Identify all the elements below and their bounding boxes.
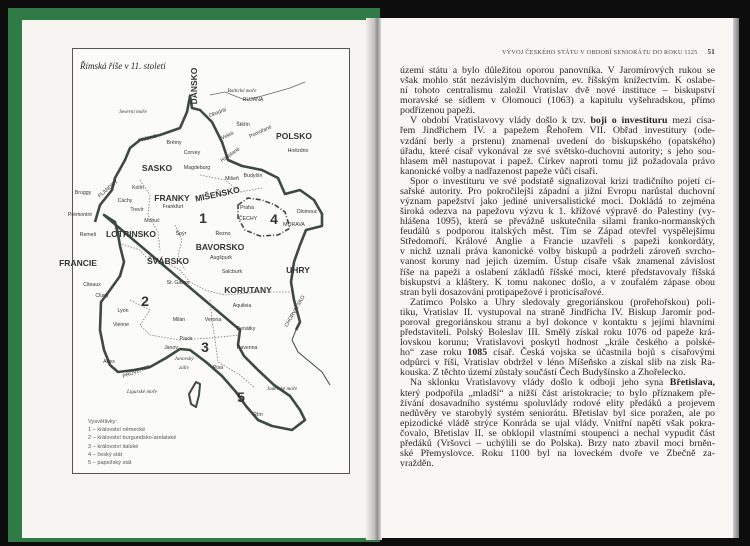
map-region-label: SASKO: [141, 163, 173, 173]
text-run: představiteli. Polský Boleslav III. Smělý získal roku 1076 od papeže krá-: [400, 327, 715, 339]
legend-item: 2 – království burgundsko-arelatské: [88, 435, 177, 442]
map-city-label: Vienne: [112, 322, 130, 328]
text-run: biskupství a kláštery. K tomu nakonec došlo, a v zoufalém zápase obou: [400, 276, 715, 288]
text-run: podřízenou papeži.: [400, 105, 476, 117]
map-city-label: Pomořané: [248, 124, 273, 140]
text-run: mezi císa-: [667, 115, 715, 127]
map-city-label: Kolín: [132, 185, 144, 191]
running-head: [400, 48, 715, 56]
map-legend: [88, 418, 176, 467]
map-sea-label: Severní moře: [119, 109, 147, 115]
map-city-label: Bruggy: [74, 190, 92, 196]
map-region-number: 1: [199, 210, 207, 226]
map-city-label: Corvey: [183, 150, 201, 156]
map-city-label: Havolané: [219, 146, 242, 164]
text-run: V období Vratislavovy vlády došlo k tzv.: [410, 115, 591, 127]
text-run: hlasem měl nastupovat i papež. Církev naproti tomu již požadovala právo: [400, 155, 715, 167]
text-run: tiku, Vratislav II. vystupoval na straně Jindřicha IV. Biskup Jaromír pod-: [400, 306, 715, 318]
text-run: žívání dosavadního systému spoluvlády rodové elity předáků a projevem: [400, 397, 715, 409]
text-run: odpůrci v říši, Vratislav obdržel v léno Míšeňsko a získal slib na zisk Ra-: [400, 357, 715, 369]
bold-term: boji o investituru: [590, 115, 668, 127]
text-run: feudálů s podporou italských měst. Tím se Západ otevřel vyspělejšímu: [400, 226, 715, 238]
map-city-label: Řezno: [215, 231, 231, 237]
text-run: poroval gregoriánskou stranu a byl dokonce v kontaktu s jejími hlavními: [400, 316, 715, 328]
map-region-number: 2: [141, 293, 149, 309]
adriatic-east-coast: [292, 330, 330, 385]
text-run: předáků (Vršovci – uchýlili se do Polska). Brzy nato zbavil moci brněn-: [400, 437, 715, 449]
text-run: Zatímco Polsko a Uhry sledovaly gregoriánskou (prořehořskou) poli-: [410, 296, 715, 308]
map-city-label: Hnězdno: [287, 148, 309, 154]
map-city-label: Verona: [204, 317, 222, 323]
text-run: stran byli dosazováni protipapežové i proticísařové.: [400, 286, 605, 298]
text-run: vzdání berly a prstenu) znamenal uvedení do biskupského (opatského): [400, 135, 715, 147]
body-text: [400, 66, 715, 469]
map-region-label: DÁNSKO: [189, 67, 199, 105]
map-city-label: RUJANA: [242, 97, 264, 103]
map-city-label: PROVENCE: [121, 364, 152, 380]
map-city-label: Magdeburg: [183, 165, 211, 171]
map-city-label: FLANDRY: [97, 179, 120, 200]
map-city-label: Arles: [103, 359, 115, 365]
map-city-label: Trevír: [130, 207, 144, 213]
bold-term: Břetislava,: [669, 377, 715, 389]
map-city-label: CHORVATSKO: [283, 294, 307, 329]
map-sea-label: záliv: [179, 365, 189, 371]
legend-item: 5 – papežský stát: [88, 460, 132, 467]
map-city-label: Janov: [164, 345, 178, 351]
text-run: vanost koruny nad jejich územím. Ústup císaře však znamenal závislost: [400, 256, 715, 268]
map-sea-label: Baltické moře: [227, 88, 257, 94]
text-run: úřadu, které císař vykonával ze své světsko-duchovní autority; s jeho sou-: [400, 145, 715, 157]
text-run: moravské se sídlem v Olomouci (1063) a kapitulu vyšehradskou, přímo: [400, 95, 715, 107]
map-city-label: MORAVA: [283, 222, 305, 228]
bold-term: 1085: [467, 347, 488, 359]
text-run: sařské autority. Pro pokročilejší západní a jižní Evropu narůstal duchovní: [400, 185, 715, 197]
map-region-label: LOTRINSKO: [105, 229, 157, 239]
map-city-label: Olomouc: [296, 209, 318, 215]
running-head-title: VÝVOJ ČESKÉHO STÁTU V OBDOBÍ SENIORÁTU DO ROKU 1125: [501, 49, 698, 56]
map-city-label: Pavie: [179, 336, 193, 342]
text-run: nedůvěry ve starobylý systém seniorátu. Břetislav byl sice poražen, ale po: [400, 407, 715, 419]
text-run: čovalo, Břetislav II. se obklopil vlastními stoupenci a nechal vypudit část: [400, 427, 715, 439]
map-city-label: Obodriti: [208, 107, 228, 119]
text-run: epizodické vládě strýce Konráda se ujal vlády. Vnitřní napětí však pokra-: [400, 417, 715, 429]
map-region-number: 4: [270, 211, 278, 227]
map-city-label: Augšpurk: [210, 255, 232, 261]
text-run: ho“ zase roku: [400, 347, 468, 359]
map-city-label: Praha: [240, 205, 254, 211]
legend-item: 3 – království italské: [88, 443, 139, 450]
text-run: řem Jindřichem IV. a papežem Řehořem VII. Obřad investitury (ode-: [400, 125, 715, 137]
text-run: široká odezva na papežovu výzvu k 1. křížové výpravě do Palestiny (vy-: [400, 206, 715, 218]
map-city-label: Špýr: [175, 231, 187, 237]
text-line: [400, 449, 715, 459]
text-run: ské Přemyslovce. Roku 1100 byl na loveckém dvoře ve Zbečně za-: [400, 447, 715, 459]
map-city-label: Štětín: [236, 122, 250, 128]
map-city-label: Lyon: [117, 308, 129, 314]
map-city-label: Mohuč: [144, 218, 160, 224]
map-city-label: Brémy: [166, 140, 182, 146]
empire-border: [95, 96, 322, 430]
legend-item: 4 – český stát: [88, 451, 123, 458]
map-sea-label: Jaderské moře: [266, 386, 298, 392]
map-city-label: Budyšín: [243, 173, 263, 179]
map-city-label: Cluny: [95, 293, 109, 299]
text-run: říše na papeži a oslabení základů říšské moci, které představovaly říšská: [400, 266, 715, 278]
map-region-label: FRANCIE: [59, 258, 97, 268]
map-region-label: ŠVÁBSKO: [146, 256, 190, 266]
map-city-label: Benátky: [236, 326, 256, 332]
map-city-label: St. Gallen: [166, 280, 190, 286]
text-line: [400, 459, 715, 469]
map-region-label: MIŠEŇSKO: [194, 184, 241, 204]
map-title: Římská říše v 11. století: [80, 61, 166, 71]
map-city-label: Aquileia: [232, 303, 252, 309]
map-city-label: Řím: [253, 412, 263, 418]
map-city-label: ČECHY: [238, 216, 258, 222]
text-run: území státu a bylo důležitou oporou panovníka. V Jaromírových rukou se: [400, 65, 715, 76]
text-run: kouska. Z těchto území zůstaly součástí Čech Budyšínsko a Zhořelecko.: [400, 367, 686, 379]
map-city-label: Cáchy: [117, 198, 133, 204]
page-number: 51: [707, 48, 715, 56]
map-region-label: KORUTANY: [224, 285, 272, 295]
map-city-label: FRÍSKO: [137, 133, 158, 145]
text-run: Středomoří. Králové Anglie a Francie uzavřeli s papeži konkordáty,: [400, 236, 715, 248]
legend-title: Vysvětlivky:: [88, 419, 118, 425]
map-region-number: 3: [201, 339, 209, 355]
text-run: císař. Česká vojska se účastnila bojů s císařovými: [487, 347, 715, 359]
map-sea-label: Ligurské moře: [126, 389, 158, 395]
text-run: kanonické volby a nadřazenost papeže vůči císaři.: [400, 165, 598, 177]
text-run: lovskou korunu; Vratislavovi poskytl hodnost „krále českého a polské-: [400, 337, 715, 349]
corsica-island: [189, 382, 200, 407]
map-region-label: UHRY: [286, 265, 310, 275]
map-region-label: BAVORSKO: [195, 242, 245, 252]
text-run: ní tohoto centralismu založil Vratislav dvě nové instituce – biskupství: [400, 85, 715, 97]
map-sea-label: Janovský: [174, 356, 194, 362]
text-run: hlášena 1095), která se převážně uskutečnila silami franko-normanských: [400, 216, 715, 228]
text-run: význam papežství jako jediné universalistické moci. Dokládá to zejména: [400, 196, 715, 208]
map-city-label: Salcburk: [221, 269, 243, 275]
map-city-label: Citeaux: [83, 282, 101, 288]
map-city-label: Mišeň: [225, 176, 239, 182]
map-city-label: Milán: [172, 317, 186, 323]
map-region-label: POLSKO: [276, 131, 312, 141]
text-run: který podpořila „mladší“ a nižší část aristokracie; to bylo příznakem pře-: [400, 387, 715, 399]
text-run: v nichž uznali práva kanonické volby biskupů a podrželi zároveň svrcho-: [400, 246, 715, 258]
map-city-label: Pisa: [212, 365, 224, 371]
text-run: však mohlo stát nezávislým duchovním, ev. říšským knížectvím. K oslabe-: [400, 75, 715, 87]
text-run: Spor o investituru ve své podstatě signalizoval krizi tradičního pojetí cí-: [410, 175, 715, 187]
map-region-label: FRANKY: [154, 193, 190, 203]
map-region-number: 5: [237, 389, 245, 405]
map-city-label: Ravenna: [236, 345, 258, 351]
map-city-label: Remeš: [79, 232, 97, 238]
text-run: vražděn.: [400, 458, 434, 470]
internal-border: [210, 300, 255, 388]
map-city-label: Prémontré: [67, 212, 93, 218]
text-run: Na sklonku Vratislavovy vlády došlo k odboji jeho syna: [410, 377, 670, 389]
legend-item: 1 – království německé: [88, 427, 146, 434]
map-city-label: Veleti: [220, 130, 235, 142]
map-city-label: Frankfurt: [162, 204, 184, 210]
